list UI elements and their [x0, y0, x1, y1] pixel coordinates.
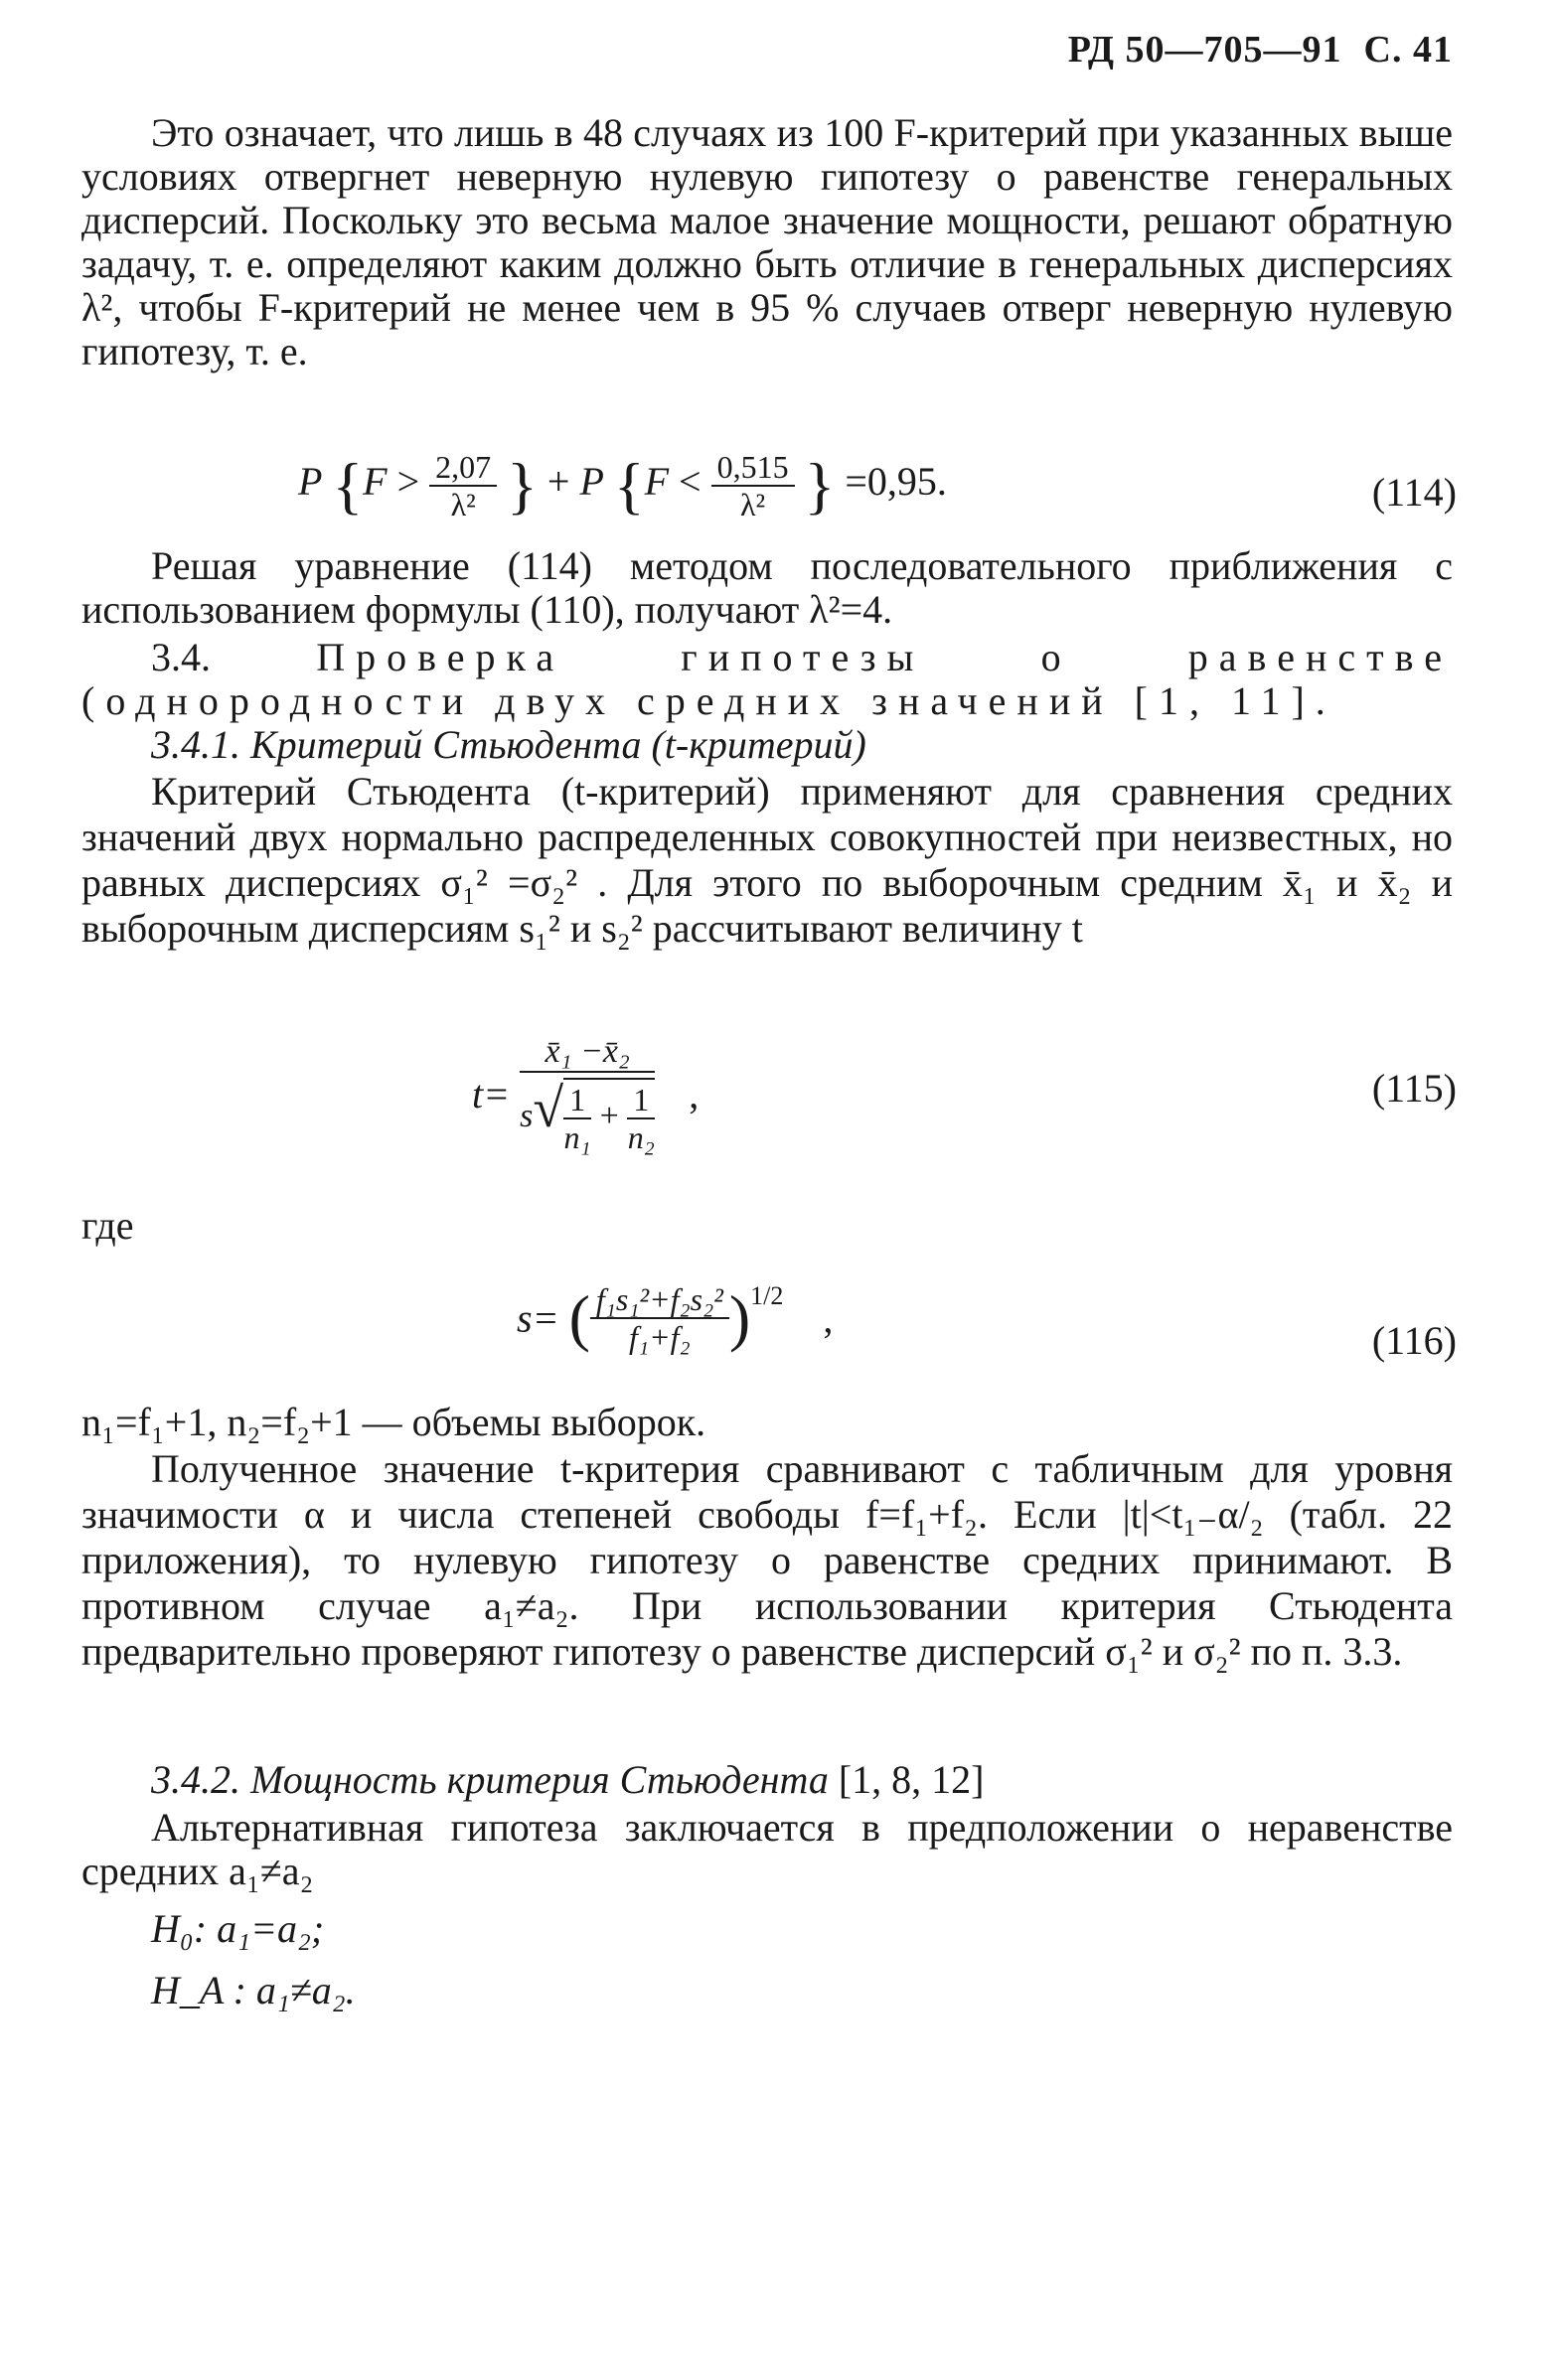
section-3-4-2-heading: 3.4.2. Мощность критерия Стьюдента [1, 8, 12] — [151, 1757, 985, 1802]
equation-114: P {F > $\frac{2,07}{\text{λ²}}$ } + P {F < $\frac{0,515}{\text{λ²}}$ } =0,95. — [298, 449, 947, 522]
page-header — [1068, 28, 1453, 72]
where-label: где — [81, 1203, 134, 1248]
equation-number-114: (114) — [1371, 470, 1457, 515]
paragraph-student-criterion: Критерий Стьюдента (t-критерий) применяют для сравнения средних значений двух нормально распределенных совокупностей при неизвестных, но равных дисперсиях σ₁² =σ₂² . Для этого по выборочным средним x̄₁ и x̄₂ и выборочным дисперсиям s₁² и s₂² рассчитывают величину t — [81, 769, 1453, 951]
paragraph-solving: Решая уравнение (114) методом последовательного приближения с использованием формулы (110), получают λ²=4. — [81, 543, 1453, 632]
equation-number-116: (116) — [1371, 1318, 1457, 1363]
section-3-4-heading: 3.4. Проверка гипотезы о равенстве (однородности двух средних значений [1, 11]. — [81, 635, 1454, 723]
hypothesis-ha: H_A : a₁≠a₂. — [151, 1968, 356, 2012]
doc-number: РД 50—705—91 — [1067, 29, 1342, 71]
paragraph-power-intro: Это означает, что лишь в 48 случаях из 100 F-критерий при указанных выше условиях отвергнет неверную нулевую гипотезу о равенстве генеральных дисперсий. Поскольку это весьма малое значение мощности, решают обратную задачу, т. е. определяют каким должно быть отличие в генеральных дисперсиях λ², чтобы F-критерий не менее чем в 95 % случаев отверг неверную нулевую гипотезу, т. е. — [81, 110, 1453, 373]
section-3-4-1-heading: 3.4.1. Критерий Стьюдента (t-критерий) — [151, 722, 866, 767]
equation-116: s= ( $\frac{\text{f₁s₁²+f₂s₂²}}{\text{f₁+f₂}}$ )$^{1/2}$ , — [517, 1281, 834, 1355]
equation-115: t= x̄₁ −x̄₂ s√ $\frac{1}{\text{n₁}}$ + $\frac{1}{\text{n₂}}$ , — [472, 1033, 700, 1156]
paragraph-alternative: Альтернативная гипотеза заключается в предположении о неравенстве средних a₁≠a₂ — [81, 1805, 1453, 1893]
paragraph-comparison: Полученное значение t-критерия сравнивают с табличным для уровня значимости α и числа степеней свободы f=f₁+f₂. Если |t|<t₁₋α/₂ (табл. 22 приложения), то нулевую гипотезу о равенстве средних принимают. В противном случае a₁≠a₂. При использовании критерия Стьюдента предварительно проверяют гипотезу о равенстве дисперсий σ₁² и σ₂² по п. 3.3. — [81, 1446, 1453, 1674]
equation-number-115: (115) — [1371, 1066, 1457, 1111]
sample-sizes-line: n₁=f₁+1, n₂=f₂+1 — объемы выборок. — [81, 1400, 706, 1444]
page-number: С. 41 — [1363, 29, 1453, 71]
hypothesis-h0: H₀: a₁=a₂; — [151, 1906, 325, 1951]
